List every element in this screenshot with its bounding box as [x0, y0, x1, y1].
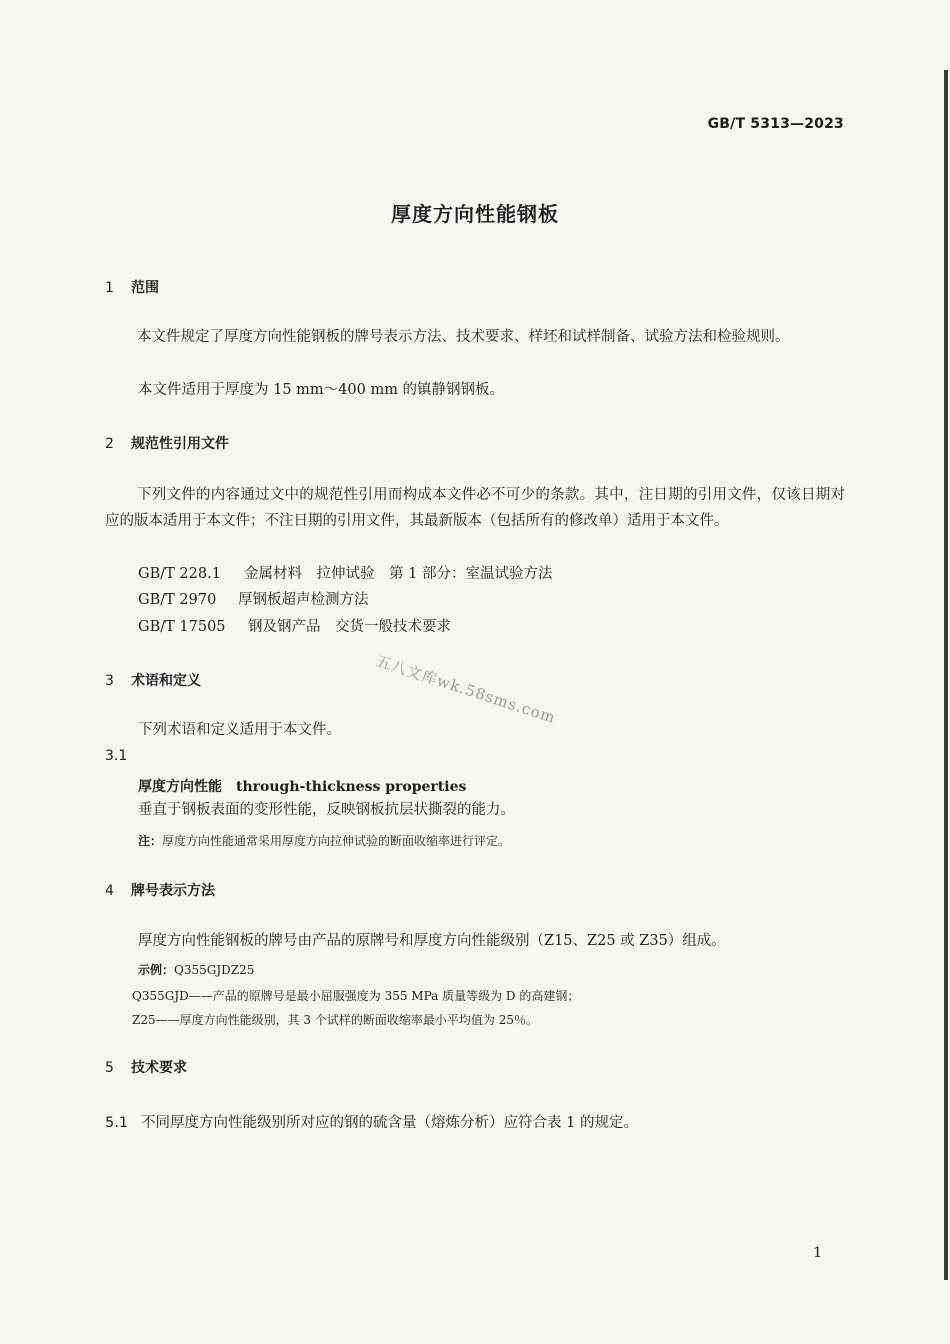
term-number: 3.1 [105, 748, 128, 764]
page-edge-line [944, 70, 948, 1280]
section-4-heading [105, 880, 215, 900]
section-title: 范围 [131, 280, 159, 296]
term-chinese: 厚度方向性能 [138, 779, 222, 795]
reference-title: 厚钢板超声检测方法 [238, 592, 369, 608]
section-1-paragraph-2: 本文件适用于厚度为 15 mm～400 mm 的镇静钢钢板。 [138, 382, 505, 398]
example-explanation-1: Q355GJD——产品的原牌号是最小屈服强度为 355 MPa 质量等级为 D 的高建钢； [132, 989, 580, 1003]
section-number: 1 [105, 280, 114, 296]
term-english: through-thickness properties [236, 779, 467, 795]
term-definition: 垂直于钢板表面的变形性能，反映钢板抗层状撕裂的能力。 [138, 802, 515, 818]
term-entry [138, 776, 466, 796]
reference-title: 金属材料 拉伸试验 第 1 部分：室温试验方法 [244, 566, 553, 582]
section-title: 牌号表示方法 [131, 883, 215, 899]
section-3-intro: 下列术语和定义适用于本文件。 [138, 722, 341, 738]
reference-code: GB/T 2970 [138, 592, 217, 608]
example-value: Q355GJDZ25 [174, 963, 255, 977]
section-title: 术语和定义 [131, 673, 201, 689]
note-text: 厚度方向性能通常采用厚度方向拉伸试验的断面收缩率进行评定。 [162, 834, 511, 848]
section-2-heading [105, 433, 229, 453]
section-3-heading [105, 670, 201, 690]
example-explanation-2: Z25——厚度方向性能级别，其 3 个试样的断面收缩率最小平均值为 25％。 [132, 1013, 538, 1027]
section-4-paragraph: 厚度方向性能钢板的牌号由产品的原牌号和厚度方向性能级别（Z15、Z25 或 Z35）组成。 [138, 933, 726, 949]
page-number: 1 [813, 1245, 822, 1261]
reference-item [138, 614, 451, 640]
section-number: 5 [105, 1060, 114, 1076]
document-title: 厚度方向性能钢板 [391, 202, 559, 226]
section-number: 4 [105, 883, 114, 899]
term-note [138, 832, 510, 849]
watermark-text: 五八文库wk.58sms.com [373, 651, 559, 728]
section-title: 技术要求 [131, 1060, 187, 1076]
reference-title: 钢及钢产品 交货一般技术要求 [248, 619, 451, 635]
section-5-heading [105, 1057, 187, 1077]
section-title: 规范性引用文件 [131, 436, 229, 452]
section-2-intro: 下列文件的内容通过文中的规范性引用而构成本文件必不可少的条款。其中，注日期的引用文件，仅该日期对应的版本适用于本文件；不注日期的引用文件，其最新版本（包括所有的修改单）适用于本文件。 [105, 487, 845, 529]
note-label: 注： [138, 834, 163, 848]
standard-number: GB/T 5313—2023 [707, 116, 844, 132]
section-number: 3 [105, 673, 114, 689]
reference-item [138, 561, 552, 587]
reference-code: GB/T 228.1 [138, 566, 221, 582]
reference-code: GB/T 17505 [138, 619, 226, 635]
clause-5-1 [105, 1111, 638, 1132]
clause-number: 5.1 [105, 1115, 129, 1131]
example-label: 示例： [138, 963, 175, 977]
example-line [138, 961, 254, 978]
section-1-paragraph-1: 本文件规定了厚度方向性能钢板的牌号表示方法、技术要求、样坯和试样制备、试验方法和检验规则。 [137, 329, 790, 345]
reference-item [138, 587, 369, 613]
section-1-heading [105, 277, 159, 297]
section-number: 2 [105, 436, 114, 452]
clause-text: 不同厚度方向性能级别所对应的钢的硫含量（熔炼分析）应符合表 1 的规定。 [141, 1115, 638, 1131]
